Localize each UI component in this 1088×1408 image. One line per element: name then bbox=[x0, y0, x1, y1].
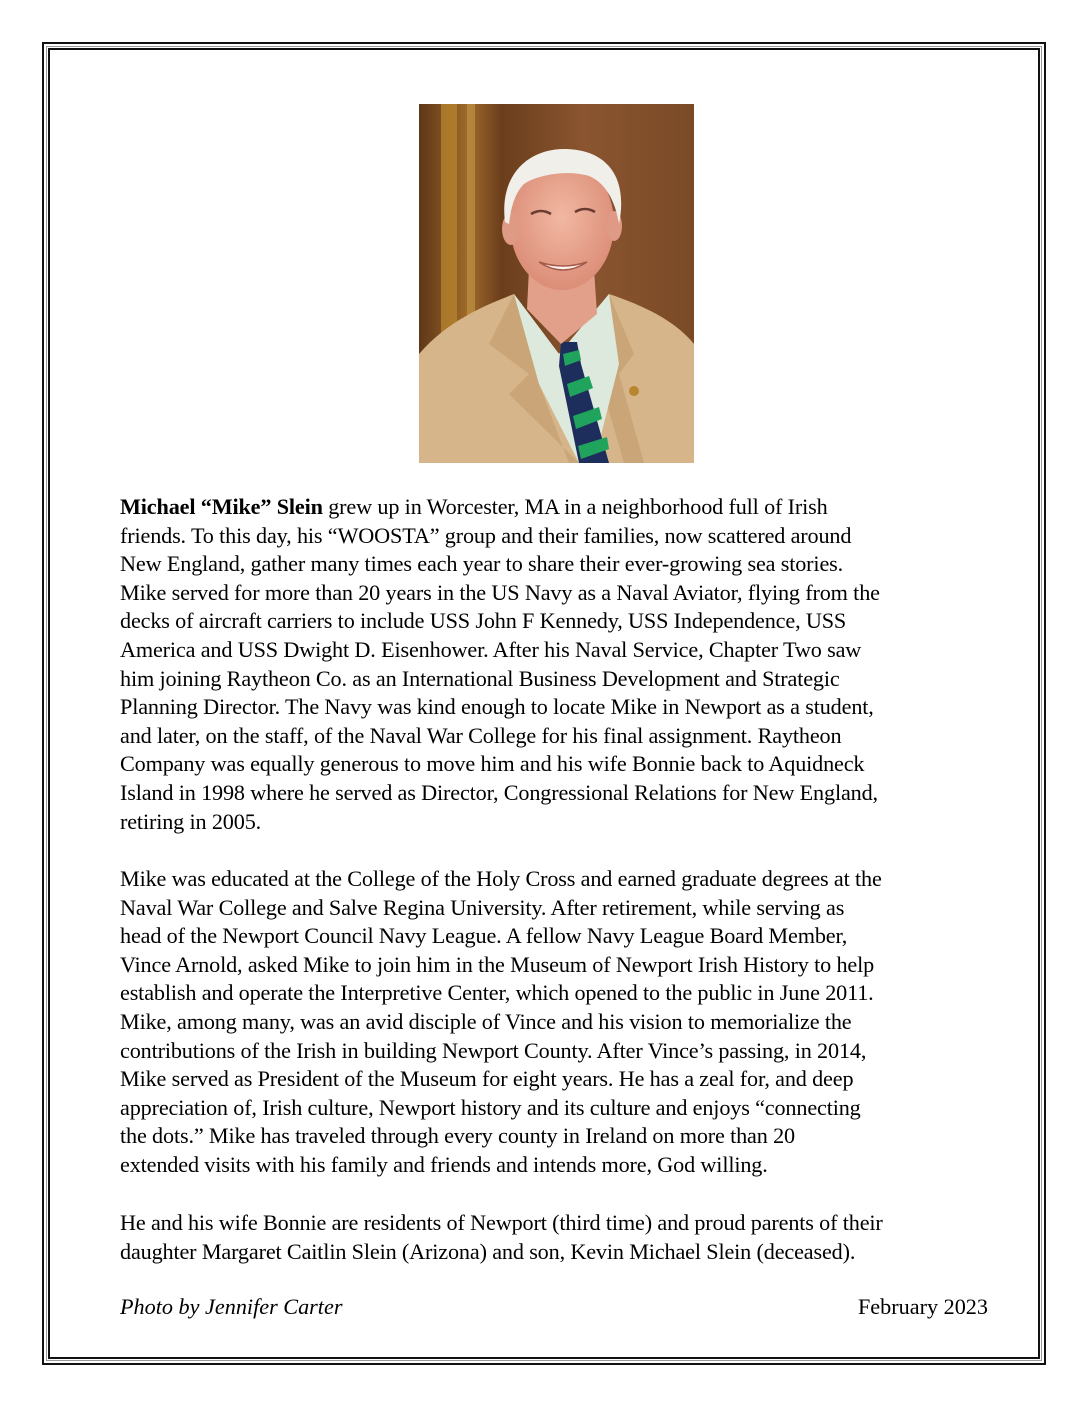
bio-line: the dots.” Mike has traveled through every county in Ireland on more than 20 bbox=[120, 1123, 795, 1149]
bio-line: extended visits with his family and friends and intends more, God willing. bbox=[120, 1151, 768, 1177]
bio-line bbox=[120, 493, 1000, 522]
bio-line: Company was equally generous to move him and his wife Bonnie back to Aquidneck bbox=[120, 751, 865, 777]
bio-paragraph-3 bbox=[120, 1209, 1000, 1266]
bio-line: him joining Raytheon Co. as an International Business Development and Strategic bbox=[120, 665, 840, 691]
subject-name: Michael “Mike” Slein bbox=[120, 494, 323, 519]
bio-line: friends. To this day, his “WOOSTA” group and their families, now scattered around bbox=[120, 522, 852, 548]
bio-line: He and his wife Bonnie are residents of Newport (third time) and proud parents of their bbox=[120, 1210, 883, 1235]
bio-line: Mike served as President of the Museum for eight years. He has a zeal for, and deep bbox=[120, 1066, 854, 1092]
photo-credit: Photo by Jennifer Carter bbox=[120, 1294, 343, 1319]
bio-line: Naval War College and Salve Regina University. After retirement, while serving as bbox=[120, 894, 845, 920]
bio-line: Vince Arnold, asked Mike to join him in the Museum of Newport Irish History to help bbox=[120, 951, 875, 977]
bio-line: daughter Margaret Caitlin Slein (Arizona) and son, Kevin Michael Slein (deceased). bbox=[120, 1238, 856, 1264]
gilt-frame-inner bbox=[467, 104, 475, 334]
bio-line: head of the Newport Council Navy League. A fellow Navy League Board Member, bbox=[120, 923, 848, 949]
bio-line: appreciation of, Irish culture, Newport history and its culture and enjoys “connecting bbox=[120, 1094, 861, 1120]
bio-line: Mike, among many, was an avid disciple of Vince and his vision to memorialize the bbox=[120, 1008, 852, 1034]
portrait-illustration bbox=[419, 104, 694, 463]
bio-line: Island in 1998 where he served as Director, Congressional Relations for New England, bbox=[120, 779, 878, 805]
bio-paragraph-2 bbox=[120, 865, 1000, 1180]
bio-line: contributions of the Irish in building Newport County. After Vince’s passing, in 2014, bbox=[120, 1037, 867, 1063]
bio-line: and later, on the staff, of the Naval War College for his final assignment. Raytheon bbox=[120, 722, 842, 748]
document-date: February 2023 bbox=[857, 1294, 988, 1319]
bio-line: retiring in 2005. bbox=[120, 808, 262, 834]
bio-line: New England, gather many times each year to share their ever-growing sea stories. bbox=[120, 551, 844, 577]
bio-line: Mike served for more than 20 years in the US Navy as a Naval Aviator, flying from the bbox=[120, 579, 880, 605]
bio-line-text: grew up in Worcester, MA in a neighborhood full of Irish bbox=[322, 494, 828, 519]
bio-paragraph-1 bbox=[120, 493, 1000, 836]
bio-line: America and USS Dwight D. Eisenhower. After his Naval Service, Chapter Two saw bbox=[120, 636, 862, 662]
bio-line: establish and operate the Interpretive Center, which opened to the public in June 2011. bbox=[120, 980, 874, 1006]
bio-line: decks of aircraft carriers to include USS John F Kennedy, USS Independence, USS bbox=[120, 608, 847, 634]
lapel-pin bbox=[629, 386, 639, 396]
bio-line: Mike was educated at the College of the Holy Cross and earned graduate degrees at the bbox=[120, 866, 882, 891]
bio-line: Planning Director. The Navy was kind enough to locate Mike in Newport as a student, bbox=[120, 694, 874, 720]
gilt-frame-left bbox=[441, 104, 457, 354]
portrait-photo bbox=[419, 104, 694, 463]
